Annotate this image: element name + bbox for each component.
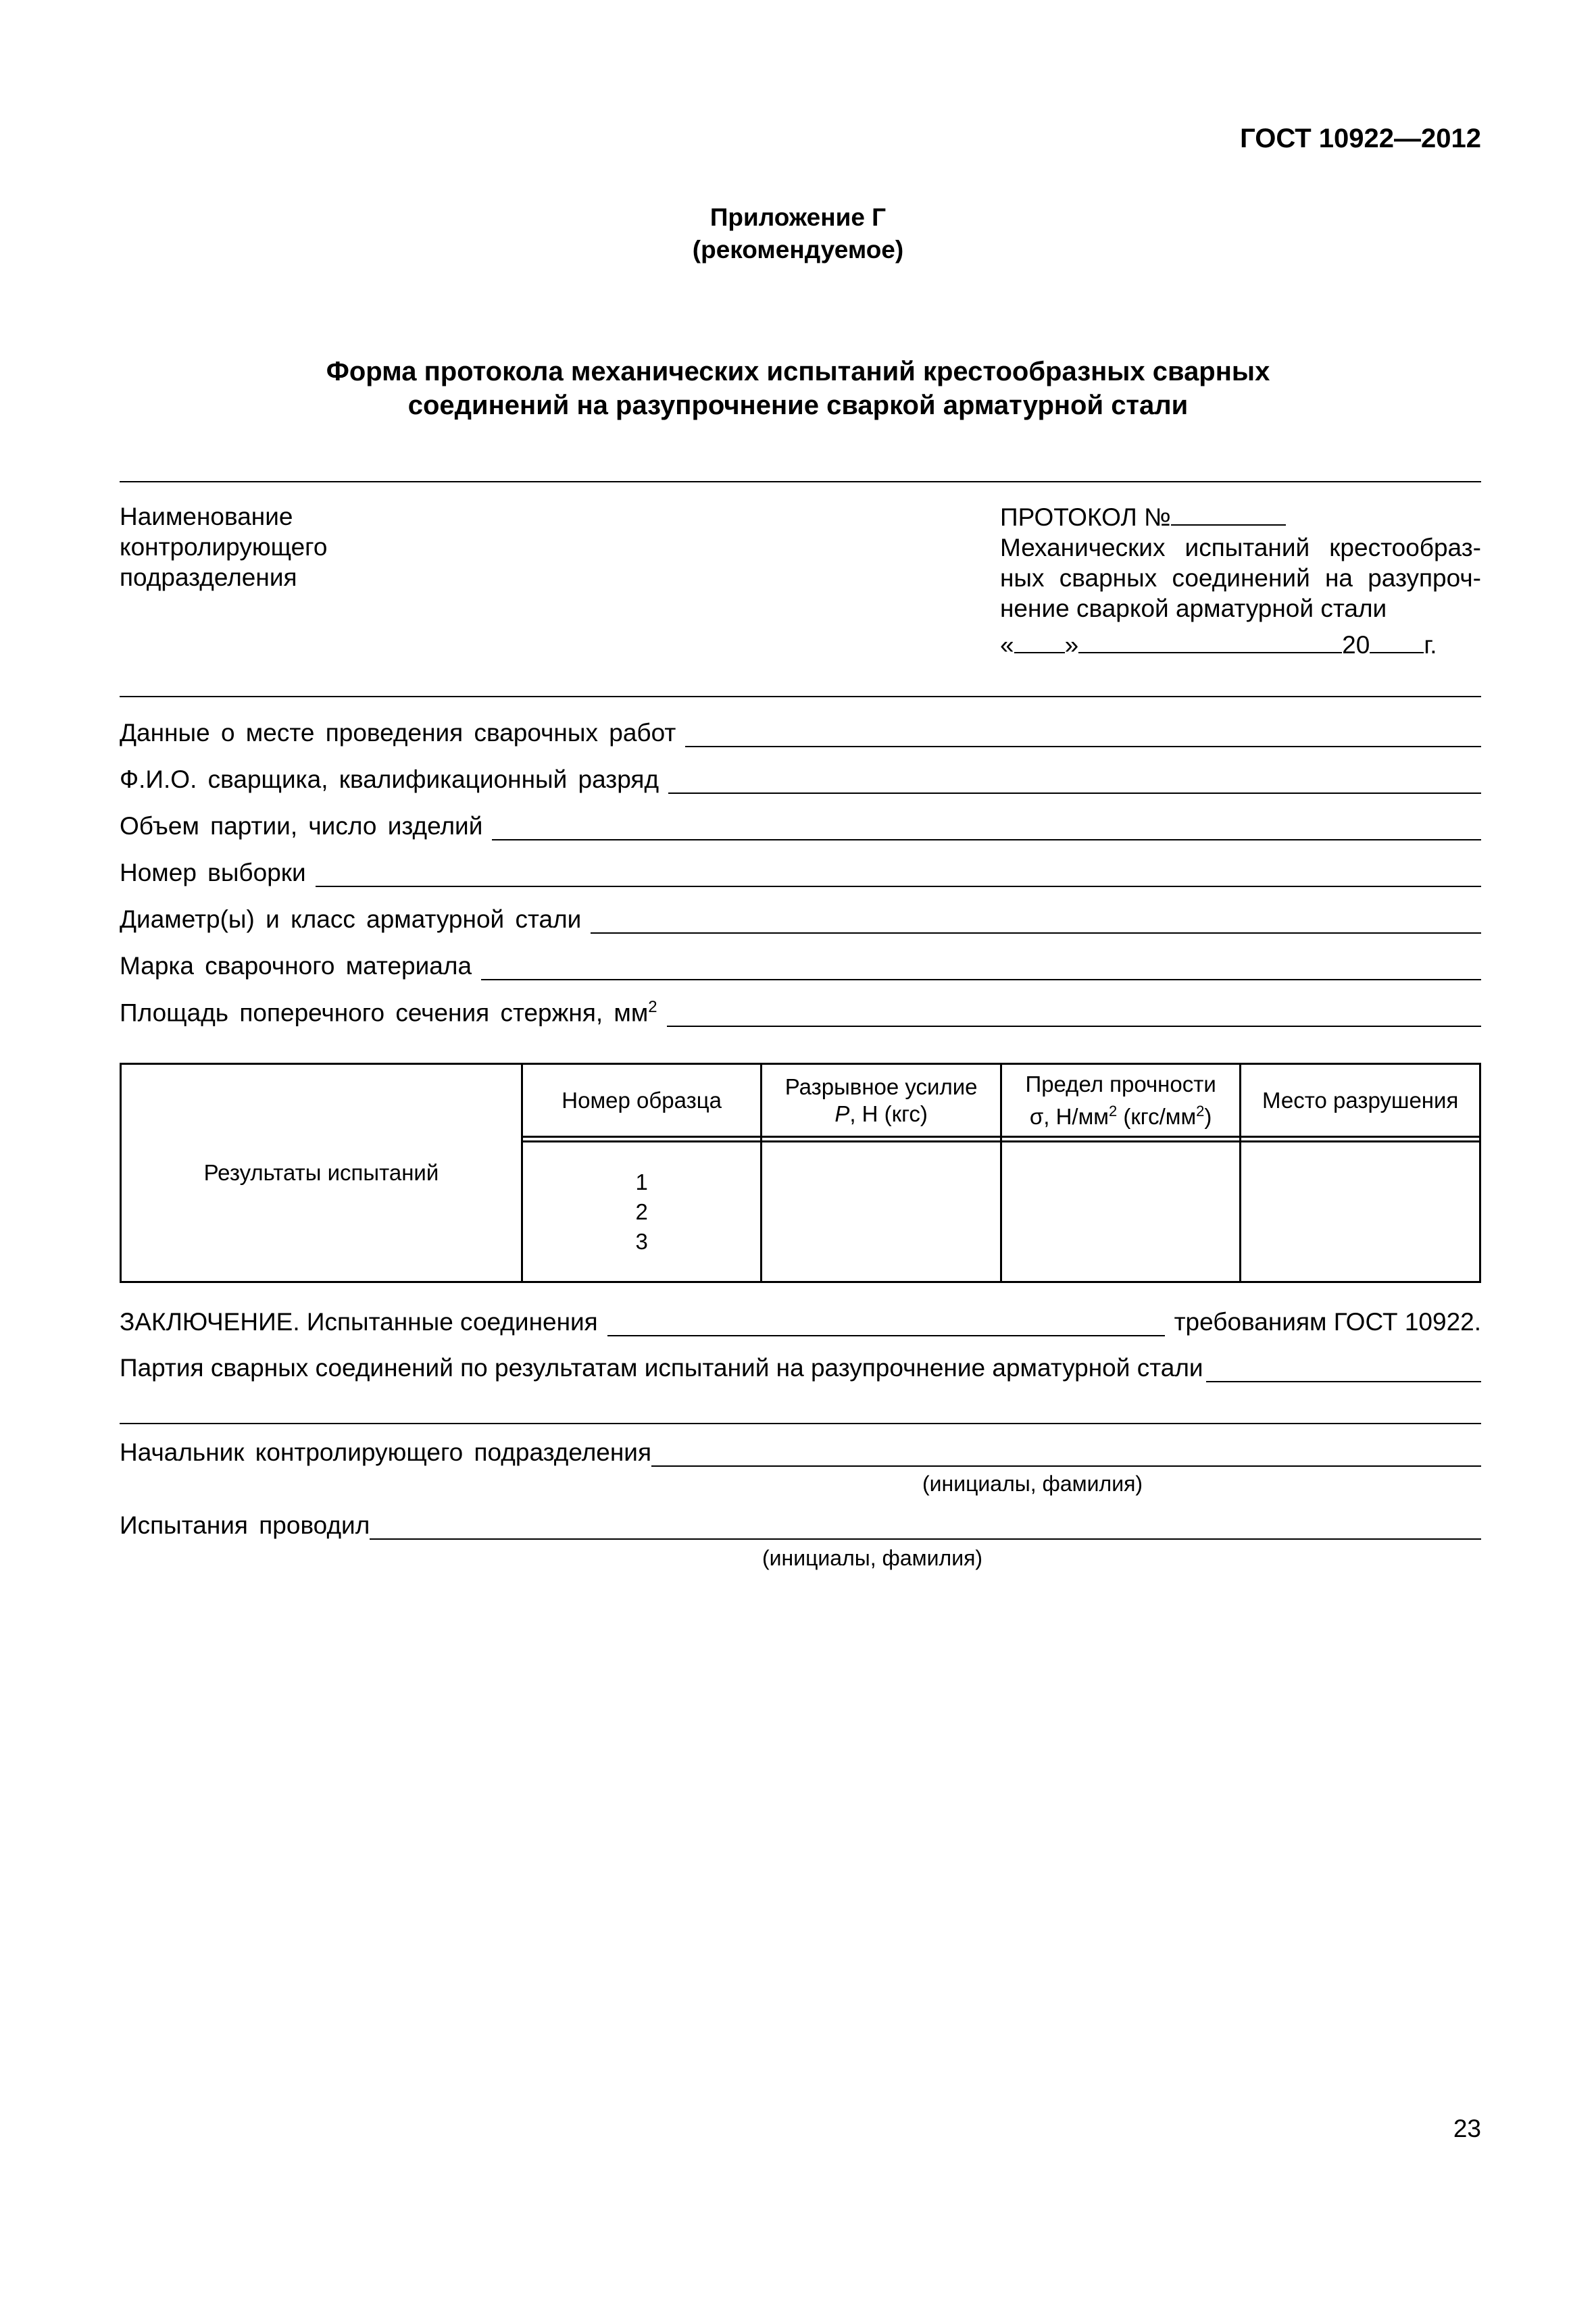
field-diameter-class (120, 903, 1481, 934)
field-label: Марка сварочного материала (120, 952, 472, 980)
page-number: 23 (1453, 2115, 1481, 2142)
fracture-location-cell[interactable] (1241, 1142, 1480, 1282)
batch-conclusion-text: Партия сварных соединений по результатам испытаний на разупрочнение арматурной стали (120, 1354, 1203, 1382)
field-blank[interactable] (481, 956, 1481, 980)
head-signature-label: Начальник контролирующего подразделения (120, 1438, 652, 1466)
protocol-desc-line: ных сварных соединений на разупроч- (1000, 564, 1481, 592)
form-title (0, 355, 1596, 422)
org-line: контролирующего (120, 533, 328, 561)
field-label: Данные о месте проведения сварочных работ (120, 719, 676, 747)
batch-conclusion-row (120, 1351, 1481, 1382)
batch-conclusion-continuation-line[interactable] (120, 1423, 1481, 1424)
date-year-blank[interactable] (1370, 629, 1424, 653)
area-unit-superscript: 2 (648, 997, 657, 1016)
conclusion-suffix: требованиям ГОСТ 10922. (1174, 1308, 1481, 1336)
protocol-desc-line: Механических испытаний крестообраз- (1000, 534, 1481, 561)
conclusion-prefix: ЗАКЛЮЧЕНИЕ. Испытанные соединения (120, 1308, 598, 1336)
date-close-quote: » (1064, 631, 1079, 659)
protocol-desc-line: нение сваркой арматурной стали (1000, 595, 1387, 622)
head-signature-blank[interactable] (651, 1442, 1481, 1467)
form-title-line-2: соединений на разупрочнение сваркой арматурной стали (407, 391, 1189, 420)
tester-signature-label: Испытания проводил (120, 1511, 370, 1539)
field-batch-volume (120, 809, 1481, 840)
col-header-strength: Предел прочности σ, $Н/мм^2$ $(кгс/мм^2)$ (1001, 1064, 1241, 1137)
field-blank[interactable] (492, 816, 1481, 840)
strength-values-cell[interactable] (1001, 1142, 1241, 1282)
sample-numbers-cell (522, 1142, 761, 1282)
sample-number: 1 (635, 1169, 648, 1194)
col-header-force: Разрывное усилие P, Н (кгс) (762, 1064, 1001, 1137)
conclusion-blank[interactable] (607, 1312, 1165, 1336)
tester-signature-caption: (инициалы, фамилия) (762, 1546, 983, 1570)
force-values-cell[interactable] (762, 1142, 1001, 1282)
date-open-quote: « (1000, 631, 1014, 659)
document-code: ГОСТ 10922—2012 (1240, 124, 1481, 153)
sample-number: 2 (635, 1199, 648, 1224)
field-label: Номер выборки (120, 859, 306, 886)
appendix-title: Приложение Г (709, 203, 887, 231)
protocol-date-row (1000, 629, 1481, 660)
table-header-row (121, 1064, 1480, 1137)
field-label: Объем партии, число изделий (120, 812, 483, 840)
field-cross-section-area (120, 996, 1481, 1027)
divider-middle (120, 696, 1481, 697)
field-blank[interactable] (668, 770, 1481, 794)
protocol-number-row (1000, 501, 1481, 532)
date-suffix: г. (1424, 631, 1437, 659)
field-blank[interactable] (685, 723, 1481, 747)
field-blank[interactable] (591, 909, 1481, 934)
org-name-block (120, 501, 327, 593)
protocol-label: ПРОТОКОЛ № (1000, 503, 1171, 531)
results-table (120, 1063, 1481, 1283)
protocol-number-blank[interactable] (1171, 501, 1286, 526)
org-line: подразделения (120, 563, 297, 591)
field-blank[interactable] (316, 863, 1481, 887)
batch-conclusion-blank[interactable] (1206, 1358, 1481, 1382)
appendix-heading (0, 201, 1596, 266)
date-day-blank[interactable] (1014, 629, 1065, 653)
field-label: Диаметр(ы) и класс арматурной стали (120, 905, 582, 933)
divider-top (120, 481, 1481, 482)
results-row-label: Результаты испытаний (121, 1064, 522, 1282)
conclusion-row (120, 1305, 1481, 1336)
head-signature-caption: (инициалы, фамилия) (922, 1472, 1143, 1496)
form-title-line-1: Форма протокола механических испытаний крестообразных сварных (326, 357, 1270, 386)
appendix-subtitle: (рекомендуемое) (692, 236, 904, 263)
org-line: Наименование (120, 503, 293, 530)
field-welding-site (120, 716, 1481, 747)
date-year-prefix: 20 (1342, 631, 1370, 659)
tester-signature-row (120, 1509, 1481, 1540)
col-header-fracture: Место разрушения (1241, 1064, 1480, 1137)
sample-number: 3 (635, 1228, 648, 1254)
tester-signature-blank[interactable] (370, 1515, 1481, 1540)
col-header-sample: Номер образца (522, 1064, 761, 1137)
field-welding-material (120, 949, 1481, 980)
protocol-block (1000, 501, 1481, 660)
field-label: Ф.И.О. сварщика, квалификационный разряд (120, 765, 659, 793)
field-blank[interactable] (667, 1003, 1481, 1027)
field-label: Площадь поперечного сечения стержня, $мм^2$ (120, 997, 657, 1026)
field-welder-name (120, 763, 1481, 794)
head-signature-row (120, 1436, 1481, 1467)
date-month-blank[interactable] (1078, 629, 1342, 653)
field-sample-number (120, 856, 1481, 887)
